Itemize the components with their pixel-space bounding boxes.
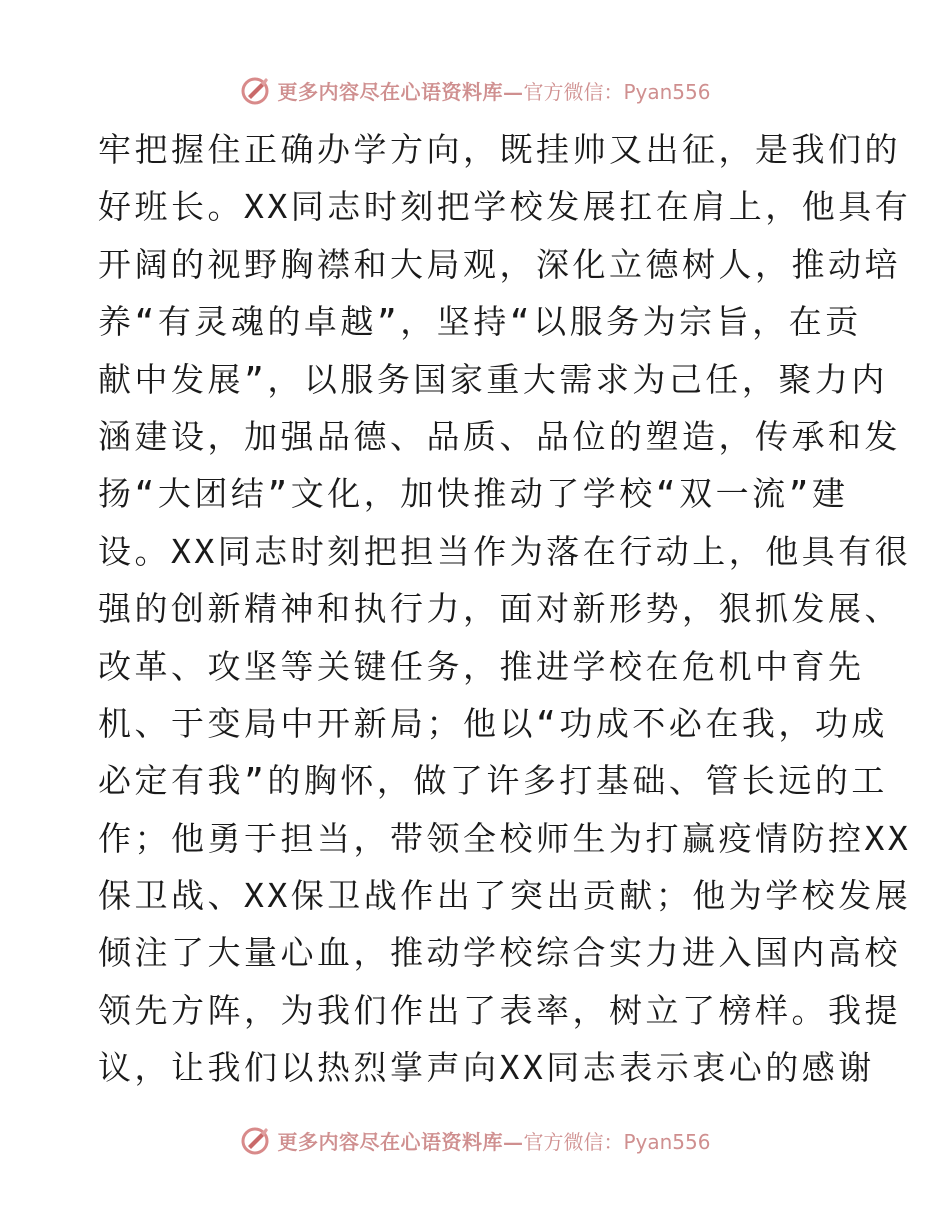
brand-logo-icon [239,1124,271,1156]
footer-watermark-banner [0,1120,950,1160]
body-line: 养“有灵魂的卓越”，坚持“以服务为宗旨，在贡 [98,302,862,342]
header-site-text: 更多内容尽在心语资料库— [277,79,524,104]
body-line: 必定有我”的胸怀，做了许多打基础、管长远的工 [98,761,888,801]
body-line: 开阔的视野胸襟和大局观，深化立德树人，推动培 [98,244,901,284]
body-line: 领先方阵，为我们作出了表率，树立了榜样。我提 [98,990,901,1030]
body-line: 保卫战、XX保卫战作出了突出贡献；他为学校发展 [98,876,912,916]
body-line: 涵建设，加强品德、品质、品位的塑造，传承和发 [98,416,901,456]
body-line: 牢把握住正确办学方向，既挂帅又出征，是我们的 [98,130,901,169]
header-wechat-text: 官方微信：Pyan556 [523,79,711,104]
body-line: 倾注了大量心血，推动学校综合实力进入国内高校 [98,933,901,973]
footer-wechat-text: 官方微信：Pyan556 [523,1129,711,1154]
body-line: 作；他勇于担当，带领全校师生为打赢疫情防控XX [98,818,912,858]
body-line: 献中发展”，以服务国家重大需求为己任，聚力内 [98,359,888,399]
body-line: 强的创新精神和执行力，面对新形势，狠抓发展、 [98,589,901,629]
body-line: 设。XX同志时刻把担当作为落在行动上，他具有很 [98,531,912,571]
brand-logo-icon [239,74,271,106]
document-body [98,121,912,1097]
footer-site-text: 更多内容尽在心语资料库— [277,1129,524,1154]
body-line: 议，让我们以热烈掌声向XX同志表示衷心的感谢 [98,1048,875,1088]
header-watermark-banner [0,70,950,110]
body-line: 扬“大团结”文化，加快推动了学校“双一流”建 [98,474,849,514]
body-line: 好班长。XX同志时刻把学校发展扛在肩上，他具有 [98,187,912,227]
body-line: 机、于变局中开新局；他以“功成不必在我，功成 [98,703,888,743]
body-line: 改革、攻坚等关键任务，推进学校在危机中育先 [98,646,865,686]
